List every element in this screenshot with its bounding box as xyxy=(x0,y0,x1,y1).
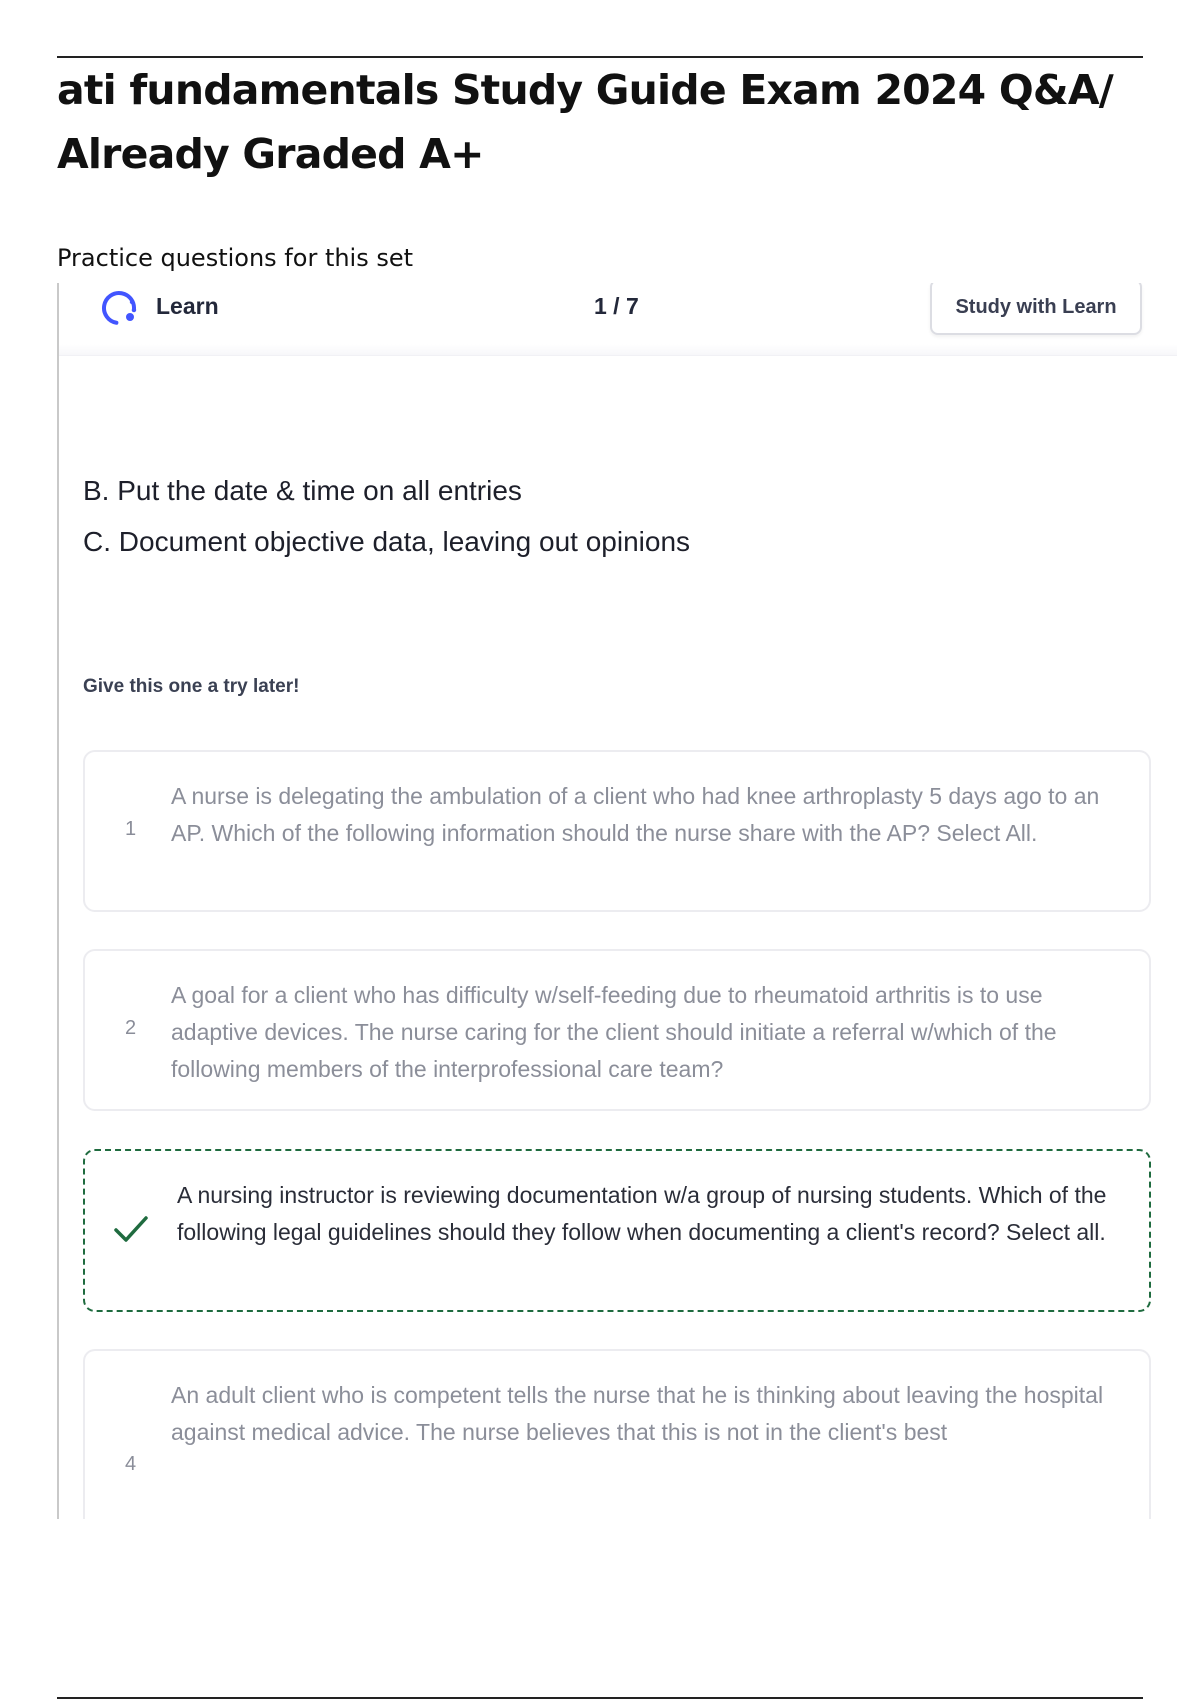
progress-counter: 1 / 7 xyxy=(594,293,639,319)
question-card-1[interactable] xyxy=(83,750,1151,912)
question-text: A nursing instructor is reviewing documentation w/a group of nursing students. Which of the following legal guidelines should they follow when documenting a client's record? Select all. xyxy=(177,1182,1107,1245)
question-text: A nurse is delegating the ambulation of a client who had knee arthroplasty 5 days ago to an AP. Which of the following information should the nurse share with the AP? Select All. xyxy=(171,783,1100,846)
question-card-3-completed[interactable] xyxy=(83,1149,1151,1312)
question-number: 1 xyxy=(125,818,137,840)
document-title: ati fundamentals Study Guide Exam 2024 Q&A/ Already Graded A+ xyxy=(57,66,1113,178)
learn-mode-label: Learn xyxy=(156,293,219,319)
bottom-rule xyxy=(57,1697,1143,1699)
question-number: 4 xyxy=(125,1453,137,1475)
study-with-learn-button[interactable]: Study with Learn xyxy=(930,283,1142,335)
answer-option-c: C. Document objective data, leaving out opinions xyxy=(83,526,691,557)
question-card-2[interactable] xyxy=(83,949,1151,1111)
learn-embed xyxy=(57,283,1177,1519)
question-card-4[interactable] xyxy=(83,1349,1151,1519)
question-number: 2 xyxy=(125,1017,137,1039)
learn-progress-icon xyxy=(97,286,141,330)
learn-header xyxy=(59,283,1177,356)
checkmark-icon xyxy=(111,1209,151,1249)
try-later-label: Give this one a try later! xyxy=(83,676,300,697)
section-label: Practice questions for this set xyxy=(57,244,414,272)
question-text: An adult client who is competent tells the nurse that he is thinking about leaving the hospital against medical advice. The nurse believes that this is not in the client's best xyxy=(171,1382,1104,1445)
question-text: A goal for a client who has difficulty w/self-feeding due to rheumatoid arthritis is to use adaptive devices. The nurse caring for the client should initiate a referral w/which of the following members of the interprofessional care team? xyxy=(171,982,1057,1082)
answer-option-b: B. Put the date & time on all entries xyxy=(83,475,522,506)
